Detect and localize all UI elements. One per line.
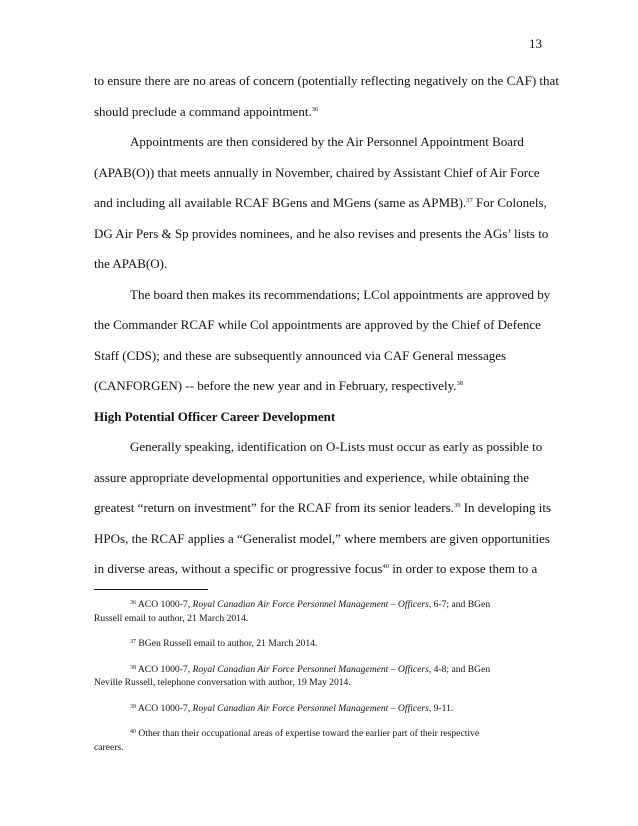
paragraph-3-line-1: The board then makes its recommendations; LCol appointments are approved by [130, 286, 551, 302]
paragraph-3-line-4: (CANFORGEN) -- before the new year and in February, respectively.$^{38}$ [94, 378, 464, 393]
paragraph-4-line-1: Generally speaking, identification on O-Lists must occur as early as possible to [130, 439, 543, 454]
paragraph-2-line-2: (APAB(O)) that meets annually in November, chaired by Assistant Chief of Air Force [94, 164, 540, 180]
footnote-ref-38: 38 [456, 380, 464, 387]
footnote-ref-40: 40 [382, 563, 389, 570]
footnote-36: $^{36}$ ACO 1000-7, Royal Canadian Air Force Personnel Management – Officers, 6-7; and BGen Russell email to author, 21 March 2014. [94, 599, 491, 624]
paragraph-4-line-3: greatest “return on investment” for the RCAF from its senior leaders.$^{39}$ In developing its [94, 500, 552, 515]
footnote-38: $^{38}$ ACO 1000-7, Royal Canadian Air Force Personnel Management – Officers, 4-8; and BGen Neville Russell, telephone conversation with author, 19 May 2014. [94, 663, 491, 688]
paragraph-1-line-1: to ensure there are no areas of concern (potentially reflecting negatively on the CAF) that [94, 73, 559, 88]
paragraph-2-line-5: the APAB(O). [94, 256, 168, 271]
footnote-39: $^{39}$ ACO 1000-7, Royal Canadian Air Force Personnel Management – Officers, 9-11. [130, 702, 454, 714]
paragraph-1-line-2: should preclude a command appointment.$^{36}$ [94, 103, 319, 119]
paragraph-3-line-2: the Commander RCAF while Col appointments are approved by the Chief of Defence [94, 317, 541, 332]
footnote-40: $^{40}$ Other than their occupational areas of expertise toward the earlier part of their respective careers. [94, 728, 480, 753]
paragraph-4-line-5: in diverse areas, without a specific or progressive focus$^{40}$ in order to expose them to a [94, 561, 538, 576]
paragraph-2-line-4: DG Air Pers & Sp provides nominees, and he also revises and presents the AGs’ lists to [94, 225, 549, 241]
footnote-separator [94, 589, 208, 590]
footnotes [94, 598, 546, 766]
paragraph-4-line-4: HPOs, the RCAF applies a “Generalist model,” where members are given opportunities [94, 530, 550, 546]
section-heading: High Potential Officer Career Development [94, 408, 336, 424]
page-number: 13 [529, 36, 542, 51]
footnote-ref-39: 39 [453, 502, 461, 509]
body-text [94, 66, 559, 585]
footnote-ref-37: 37 [466, 197, 473, 204]
footnote-ref-36: 36 [311, 105, 319, 113]
footnote-37: $^{37}$ BGen Russell email to author, 21 March 2014. [130, 638, 318, 649]
paragraph-3-line-3: Staff (CDS); and these are subsequently announced via CAF General messages [94, 347, 507, 363]
paragraph-2-line-3: and including all available RCAF BGens and MGens (same as APMB).$^{37}$ For Colonels, [94, 195, 547, 210]
paragraph-2-line-1: Appointments are then considered by the Air Personnel Appointment Board [130, 134, 524, 149]
paragraph-4-line-2: assure appropriate developmental opportunities and experience, while obtaining the [94, 469, 529, 485]
